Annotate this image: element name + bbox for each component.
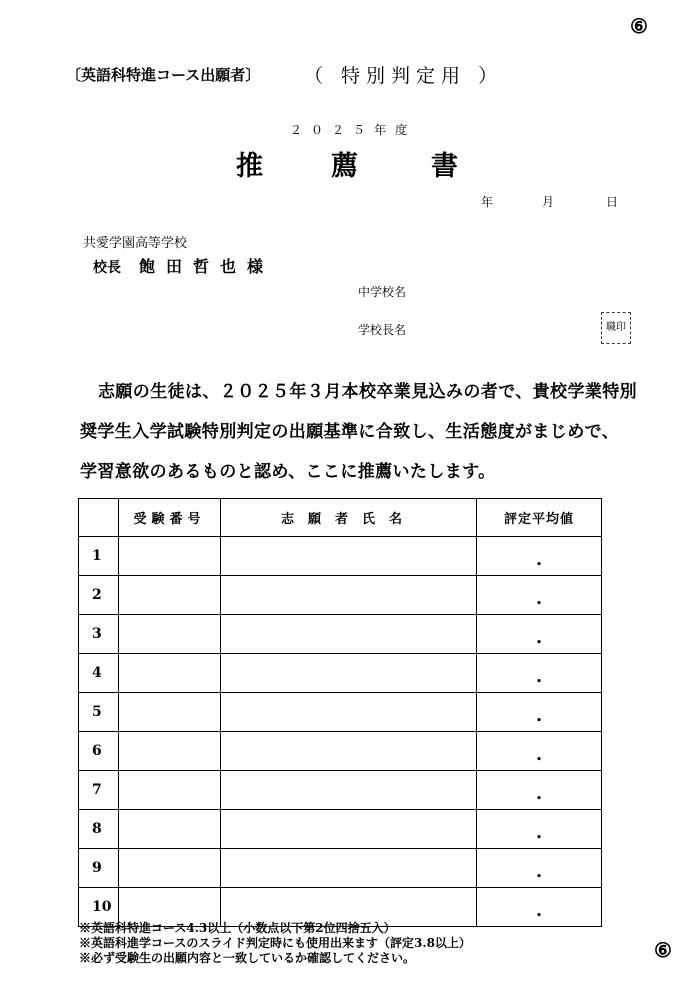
grade-average-cell[interactable]: . (477, 537, 602, 576)
page-number-bottom: ⑥ (654, 938, 672, 962)
applicant-name-cell[interactable] (221, 810, 477, 849)
applicant-name-cell[interactable] (221, 849, 477, 888)
applicant-name-cell[interactable] (221, 771, 477, 810)
applicant-name-cell[interactable] (221, 693, 477, 732)
header-exam-number: 受験番号 (119, 499, 221, 537)
jhs-name-label: 中学校名 (358, 285, 407, 299)
grade-average-cell[interactable]: . (477, 576, 602, 615)
title-char: 書 (431, 151, 458, 182)
exam-number-cell[interactable] (119, 615, 221, 654)
exam-number-cell[interactable] (119, 654, 221, 693)
addressee-principal (93, 254, 274, 277)
grade-average-cell[interactable]: . (477, 654, 602, 693)
recommendation-text (80, 372, 640, 492)
table-row (79, 576, 602, 615)
applicant-name-cell[interactable] (221, 615, 477, 654)
header-applicant-name: 志願者氏名 (221, 499, 477, 537)
notes (79, 921, 471, 966)
grade-average-cell[interactable]: . (477, 771, 602, 810)
row-number: 2 (79, 576, 119, 615)
exam-number-cell[interactable] (119, 849, 221, 888)
date-month-label: 月 (542, 195, 555, 209)
row-number: 7 (79, 771, 119, 810)
exam-number-cell[interactable] (119, 810, 221, 849)
grade-average-cell[interactable]: . (477, 888, 602, 927)
official-seal-box: 職印 (601, 312, 631, 344)
row-number: 8 (79, 810, 119, 849)
note-line: ※英語科特進コース4.3以上（小数点以下第2位四捨五入） (79, 921, 396, 935)
exam-number-cell[interactable] (119, 771, 221, 810)
exam-number-cell[interactable] (119, 732, 221, 771)
table-row (79, 810, 602, 849)
row-number: 5 (79, 693, 119, 732)
table-row (79, 693, 602, 732)
applicant-name-cell[interactable] (221, 576, 477, 615)
applicant-name-cell[interactable] (221, 537, 477, 576)
principal-name: 飽田哲也様 (139, 257, 275, 276)
exam-number-cell[interactable] (119, 537, 221, 576)
note-line: ※必ず受験生の出願内容と一致しているか確認してください。 (79, 951, 416, 965)
table-row (79, 849, 602, 888)
header-grade-average: 評定平均値 (477, 499, 602, 537)
document-title (236, 144, 458, 183)
applicant-name-cell[interactable] (221, 732, 477, 771)
body-line: 奨学生入学試験特別判定の出願基準に合致し、生活態度がまじめで、 (80, 422, 620, 442)
table-row (79, 615, 602, 654)
fiscal-year: ２０２５年度 (290, 123, 417, 137)
body-line: 学習意欲のあるものと認め、ここに推薦いたします。 (80, 462, 496, 482)
row-number: 4 (79, 654, 119, 693)
table-row (79, 771, 602, 810)
date-year-label: 年 (481, 195, 494, 209)
course-label: 〔英語科特進コース出願者〕 (66, 66, 261, 84)
grade-average-cell[interactable]: . (477, 849, 602, 888)
table-row (79, 654, 602, 693)
purpose-label: （ 特別判定用 ） (304, 65, 504, 87)
jhs-principal-name-label: 学校長名 (358, 323, 407, 337)
body-line: 志願の生徒は、２０２５年３月本校卒業見込みの者で、貴校学業特別 (98, 382, 638, 402)
applicant-name-cell[interactable] (221, 654, 477, 693)
row-number: 1 (79, 537, 119, 576)
table-row (79, 732, 602, 771)
exam-number-cell[interactable] (119, 693, 221, 732)
applicant-table (78, 498, 602, 927)
principal-title: 校長 (93, 260, 121, 276)
table-header-row (79, 499, 602, 537)
grade-average-cell[interactable]: . (477, 732, 602, 771)
exam-number-cell[interactable] (119, 576, 221, 615)
page-number-top: ⑥ (630, 14, 648, 38)
grade-average-cell[interactable]: . (477, 615, 602, 654)
grade-average-cell[interactable]: . (477, 810, 602, 849)
grade-average-cell[interactable]: . (477, 693, 602, 732)
title-char: 推 (236, 151, 263, 182)
addressee-school: 共愛学園高等学校 (83, 236, 188, 251)
date-day-label: 日 (606, 195, 619, 209)
row-number: 3 (79, 615, 119, 654)
row-number: 10 (79, 888, 119, 927)
table-row (79, 537, 602, 576)
row-number: 6 (79, 732, 119, 771)
row-number: 9 (79, 849, 119, 888)
note-line: ※英語科進学コースのスライド判定時にも使用出来ます（評定3.8以上） (79, 936, 471, 950)
header-number (79, 499, 119, 537)
title-char: 薦 (331, 151, 358, 182)
